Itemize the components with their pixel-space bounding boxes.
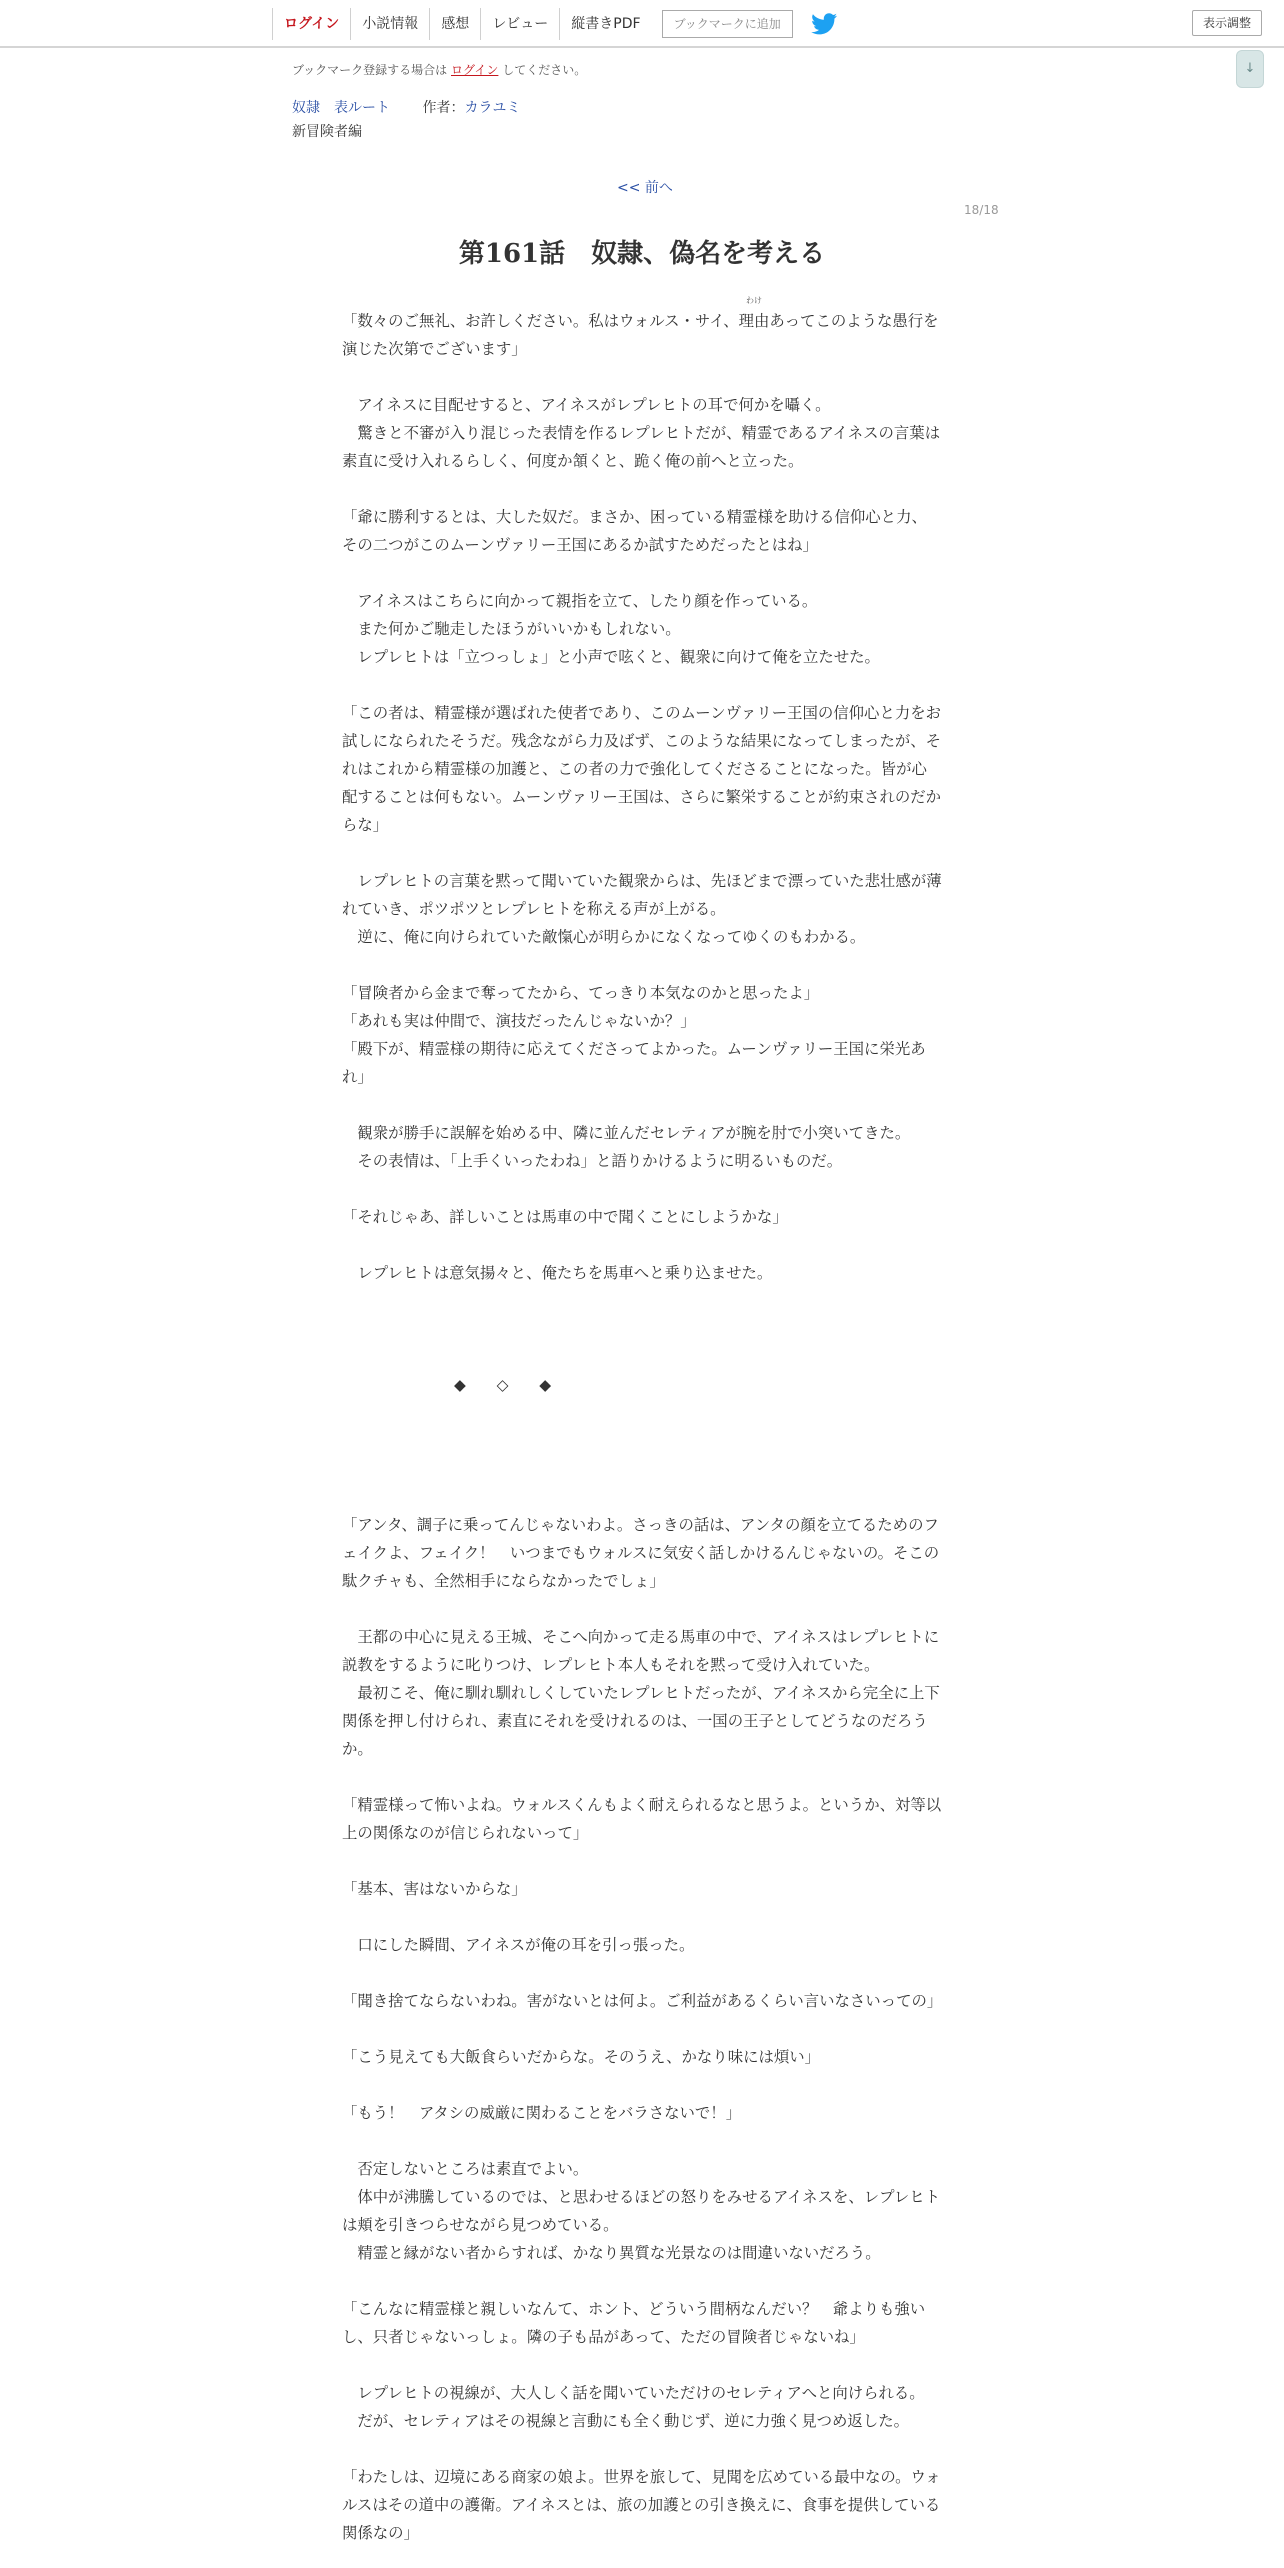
body-paragraph: 「アンタ、調子に乗ってんじゃないわよ。さっきの話は、アンタの顔を立てるためのフェイクよ、フェイク！ いつまでもウォルスに気安く話しかけるんじゃないの。そこの駄クチャも、全然相手にならなかったでしょ」 (342, 1516, 940, 1590)
body-paragraph: レプレヒトの視線が、大人しく話を聞いていただけのセレティアへと向けられる。 (342, 2384, 925, 2402)
body-paragraph: 観衆が勝手に誤解を始める中、隣に並んだセレティアが腕を肘で小突いてきた。 (342, 1124, 911, 1142)
blank-line (342, 2435, 942, 2463)
blank-line (342, 671, 942, 699)
body-paragraph: 驚きと不審が入り混じった表情を作るレプレヒトだが、精霊であるアイネスの言葉は素直に受け入れるらしく、何度か頷くと、跪く俺の前へと立った。 (342, 424, 941, 470)
body-paragraph: 「基本、害はないからな」 (342, 1880, 527, 1898)
first-line-after: あってこのような愚行を演じた次第でございます」 (342, 312, 939, 358)
bookmark-notice (292, 61, 586, 78)
scene-separator: ◆ ◇ ◆ (454, 1376, 552, 1394)
blank-line (342, 2267, 942, 2295)
author-label: 作者： (422, 100, 465, 116)
body-paragraph: レプレヒトの言葉を黙って聞いていた観衆からは、先ほどまで漂っていた悲壮感が薄れていき、ポツポツとレプレヒトを称える声が上がる。 (342, 872, 942, 918)
body-paragraph: アイネスはこちらに向かって親指を立て、したり顔を作っている。 (342, 592, 818, 610)
blank-line (342, 1483, 942, 1511)
ruby-annotation (738, 296, 770, 335)
author-link[interactable]: カラユミ (464, 100, 521, 116)
nav-review[interactable]: レビュー (480, 8, 559, 40)
blank-line (342, 2127, 942, 2155)
nav-novel-info[interactable]: 小説情報 (350, 8, 429, 40)
blank-line (342, 1315, 942, 1343)
ruby-base: 理由 (738, 312, 770, 330)
blank-line (342, 1091, 942, 1119)
display-settings-button[interactable]: 表示調整 (1192, 10, 1262, 36)
episode-title: 第161話 奴隷、偽名を考える (458, 239, 826, 269)
scroll-down-button[interactable]: ↓ (1236, 50, 1264, 88)
blank-line (342, 1455, 942, 1483)
nav-vertical-pdf[interactable]: 縦書きPDF (559, 8, 651, 40)
body-paragraph-first (342, 296, 942, 363)
body-paragraph: 精霊と縁がない者からすれば、かなり異質な光景なのは間違いないだろう。 (342, 2244, 881, 2262)
blank-line (342, 1287, 942, 1315)
blank-line (342, 951, 942, 979)
blank-line (342, 1175, 942, 1203)
prev-episode-link[interactable]: << 前へ (617, 180, 673, 196)
blank-line (342, 1595, 942, 1623)
novel-body (342, 296, 943, 2547)
blank-line (342, 1959, 942, 1987)
series-title-link[interactable]: 奴隷 表ルート (292, 100, 390, 116)
nav-impressions[interactable]: 感想 (429, 8, 480, 40)
series-info (292, 97, 520, 117)
body-paragraph: 最初こそ、俺に馴れ馴れしくしていたレプレヒトだったが、アイネスから完全に上下関係を押し付けられ、素直にそれを受けれるのは、一国の王子としてどうなのだろうか。 (342, 1684, 940, 1758)
body-paragraph: 「それじゃあ、詳しいことは馬車の中で聞くことにしようかな」 (342, 1208, 788, 1226)
body-paragraph: 口にした瞬間、アイネスが俺の耳を引っ張った。 (342, 1936, 695, 1954)
add-bookmark-button[interactable]: ブックマークに追加 (662, 10, 793, 38)
bookmark-login-link[interactable]: ログイン (451, 63, 499, 77)
ruby-reading: わけ (746, 296, 763, 305)
blank-line (342, 1847, 942, 1875)
page-counter: 18/18 (964, 203, 999, 217)
blank-line (342, 1427, 942, 1455)
blank-line (342, 1231, 942, 1259)
blank-line (342, 363, 942, 391)
top-navigation-bar (0, 0, 1284, 48)
body-paragraph: レプレヒトは意気揚々と、俺たちを馬車へと乗り込ませた。 (342, 1264, 773, 1282)
nav-links (272, 8, 837, 40)
body-paragraph: 「もう！ アタシの威厳に関わることをバラさないで！」 (342, 2104, 742, 2122)
blank-line (342, 475, 942, 503)
twitter-icon[interactable] (811, 13, 837, 35)
bookmark-notice-text: ブックマーク登録する場合は (292, 63, 448, 77)
body-paragraph: アイネスに目配せすると、アイネスがレプレヒトの耳で何かを囁く。 (342, 396, 831, 414)
body-paragraph: 「こう見えても大飯食らいだからな。そのうえ、かなり味には煩い」 (342, 2048, 821, 2066)
body-paragraph: また何かご馳走したほうがいいかもしれない。 (342, 620, 681, 638)
blank-line (342, 1343, 942, 1371)
blank-line (342, 559, 942, 587)
body-paragraph: 「この者は、精霊様が選ばれた使者であり、このムーンヴァリー王国の信仰心と力をお試しになられたそうだ。残念ながら力及ばず、このような結果になってしまったが、それはこれから精霊様の加護と、この者の力で強化してくださることになった。皆が心配することは何もない。ムーンヴァリー王国は、さらに繁栄することが約束されのだからな」 (342, 704, 942, 834)
nav-login[interactable]: ログイン (272, 8, 350, 40)
blank-line (342, 2071, 942, 2099)
body-paragraph: 体中が沸騰しているのでは、と思わせるほどの怒りをみせるアイネスを、レプレヒトは頬を引きつらせながら見つめている。 (342, 2188, 941, 2234)
bookmark-notice-text-end: してください。 (502, 63, 587, 77)
blank-line (342, 1903, 942, 1931)
blank-line (342, 839, 942, 867)
body-paragraph: 「あれも実は仲間で、演技だったんじゃないか？」 (342, 1012, 696, 1030)
body-paragraph: 逆に、俺に向けられていた敵愾心が明らかになくなってゆくのもわかる。 (342, 928, 866, 946)
body-paragraph: 「わたしは、辺境にある商家の娘よ。世界を旅して、見聞を広めている最中なの。ウォルスはその道中の護衛。アイネスとは、旅の加護との引き換えに、食事を提供している関係なの」 (342, 2468, 941, 2542)
body-paragraph: 「こんなに精霊様と親しいなんて、ホント、どういう間柄なんだい？ 爺よりも強いし、只者じゃないっしょ。隣の子も品があって、ただの冒険者じゃないね」 (342, 2300, 926, 2346)
blank-line (342, 1763, 942, 1791)
body-paragraph: 王都の中心に見える王城、そこへ向かって走る馬車の中で、アイネスはレプレヒトに説教をするように叱りつけ、レプレヒト本人もそれを黙って受け入れていた。 (342, 1628, 940, 1674)
chapter-group-title: 新冒険者編 (292, 124, 362, 140)
blank-line (342, 2015, 942, 2043)
body-paragraph: その表情は、「上手くいったわね」と語りかけるように明るいものだ。 (342, 1152, 843, 1170)
body-paragraph: 否定しないところは素直でよい。 (342, 2160, 589, 2178)
body-paragraph: 「爺に勝利するとは、大した奴だ。まさか、困っている精霊様を助ける信仰心と力、その二つがこのムーンヴァリー王国にあるか試すためだったとはね」 (342, 508, 927, 554)
body-paragraph: 「殿下が、精霊様の期待に応えてくださってよかった。ムーンヴァリー王国に栄光あれ」 (342, 1040, 926, 1086)
body-paragraph: 「精霊様って怖いよね。ウォルスくんもよく耐えられるなと思うよ。というか、対等以上の関係なのが信じられないって」 (342, 1796, 942, 1842)
body-paragraph: レプレヒトは「立つっしょ」と小声で呟くと、観衆に向けて俺を立たせた。 (342, 648, 880, 666)
body-paragraph: 「聞き捨てならないわね。害がないとは何よ。ご利益があるくらい言いなさいっての」 (342, 1992, 943, 2010)
body-paragraph: だが、セレティアはその視線と言動にも全く動じず、逆に力強く見つめ返した。 (342, 2412, 909, 2430)
body-paragraph: 「冒険者から金まで奪ってたから、てっきり本気なのかと思ったよ」 (342, 984, 820, 1002)
blank-line (342, 1399, 942, 1427)
first-line-before: 「数々のご無礼、お許しください。私はウォルス・サイ、 (342, 312, 739, 330)
blank-line (342, 2351, 942, 2379)
